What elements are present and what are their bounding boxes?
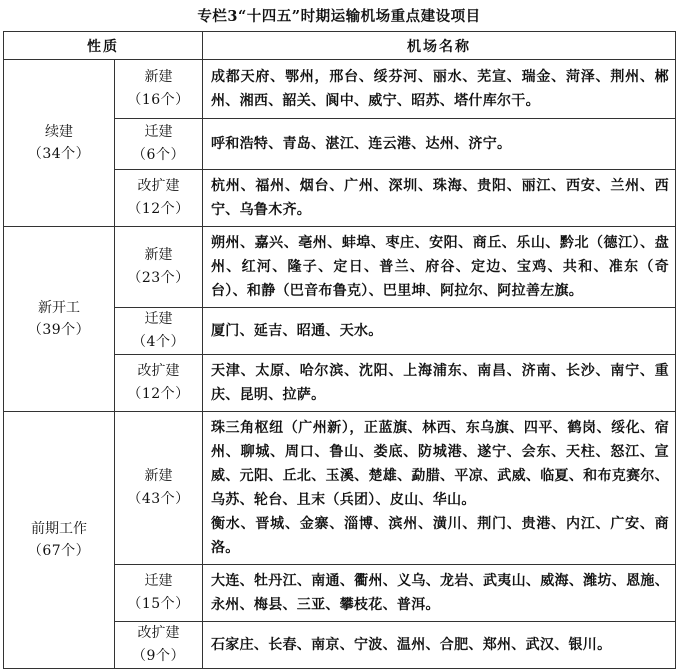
type-label: 改扩建 [137, 625, 180, 641]
names-cell [203, 355, 676, 412]
type-label: 新建 [144, 468, 173, 484]
status-count: （34个） [27, 146, 91, 162]
type-label: 新建 [144, 247, 173, 263]
airport-list: 天津、太原、哈尔滨、沈阳、上海浦东、南昌、济南、长沙、南宁、重庆、昆明、拉萨。 [211, 363, 669, 403]
status-cell-continuing [4, 60, 115, 227]
type-label: 迁建 [144, 124, 173, 140]
airport-list: 石家庄、长春、南京、宁波、温州、合肥、郑州、武汉、银川。 [211, 637, 612, 653]
header-nature: 性质 [4, 32, 203, 60]
airport-list: 杭州、福州、烟台、广州、深圳、珠海、贵阳、丽江、西安、兰州、西宁、乌鲁木齐。 [211, 178, 669, 218]
type-count: （6个） [132, 147, 185, 163]
table-row [4, 412, 676, 565]
airport-list: 衡水、晋城、金寨、淄博、滨州、潢川、荆门、贵港、内江、广安、商洛。 [211, 516, 669, 556]
status-count: （67个） [27, 543, 91, 559]
type-label: 改扩建 [137, 178, 180, 194]
names-cell [203, 60, 676, 119]
type-cell [115, 622, 203, 669]
type-cell [115, 412, 203, 565]
type-count: （16个） [127, 92, 190, 108]
status-count: （39个） [27, 322, 91, 338]
names-cell [203, 412, 676, 565]
airport-projects-table [3, 31, 676, 669]
type-count: （4个） [132, 334, 185, 350]
document [3, 3, 675, 669]
names-cell [203, 227, 676, 308]
type-count: （15个） [127, 596, 190, 612]
airport-list: 朔州、嘉兴、亳州、蚌埠、枣庄、安阳、商丘、乐山、黔北（德江）、盘州、红河、隆子、定日、普兰、府谷、定边、宝鸡、共和、准东（奇台）、和静（巴音布鲁克）、巴里坤、阿拉尔、阿拉善左旗。 [211, 235, 669, 299]
airport-list: 成都天府、鄂州，邢台、绥芬河、丽水、芜宣、瑞金、菏泽、荆州、郴州、湘西、韶关、阆中、威宁、昭苏、塔什库尔干。 [211, 69, 669, 109]
header-row [4, 32, 676, 60]
table-title: 专栏3“十四五”时期运输机场重点建设项目 [197, 8, 481, 25]
type-cell [115, 60, 203, 119]
airport-list: 珠三角枢纽（广州新），正蓝旗、林西、东乌旗、四平、鹤岗、绥化、宿州、聊城、周口、鲁山、娄底、防城港、遂宁、会东、天柱、怒江、宣威、元阳、丘北、玉溪、楚雄、勐腊、平凉、武威、临夏、和布克赛尔、乌苏、轮台、且末（兵团）、皮山、华山。 [211, 420, 669, 508]
table-row [4, 227, 676, 308]
status-label: 新开工 [38, 300, 80, 316]
type-cell [115, 308, 203, 355]
type-count: （9个） [132, 648, 185, 664]
type-label: 改扩建 [137, 363, 180, 379]
airport-list: 呼和浩特、青岛、湛江、连云港、达州、济宁。 [211, 136, 512, 152]
type-count: （12个） [127, 386, 190, 402]
type-count: （43个） [127, 491, 190, 507]
status-label: 续建 [45, 124, 73, 140]
airport-list: 厦门、延吉、昭通、天水。 [211, 323, 383, 339]
names-cell [203, 119, 676, 170]
names-cell [203, 170, 676, 227]
header-airport-names: 机场名称 [203, 32, 676, 60]
type-label: 新建 [144, 69, 173, 85]
type-count: （12个） [127, 201, 190, 217]
names-cell [203, 565, 676, 622]
names-cell [203, 308, 676, 355]
status-cell-preliminary [4, 412, 115, 669]
type-label: 迁建 [144, 573, 173, 589]
type-cell [115, 119, 203, 170]
names-cell [203, 622, 676, 669]
type-cell [115, 355, 203, 412]
type-cell [115, 170, 203, 227]
status-cell-new-start [4, 227, 115, 412]
table-row [4, 60, 676, 119]
type-count: （23个） [127, 270, 190, 286]
type-cell [115, 227, 203, 308]
airport-list: 大连、牡丹江、南通、衢州、义乌、龙岩、武夷山、威海、潍坊、恩施、永州、梅县、三亚、攀枝花、普洱。 [211, 573, 669, 613]
type-label: 迁建 [144, 311, 173, 327]
type-cell [115, 565, 203, 622]
status-label: 前期工作 [31, 521, 87, 537]
